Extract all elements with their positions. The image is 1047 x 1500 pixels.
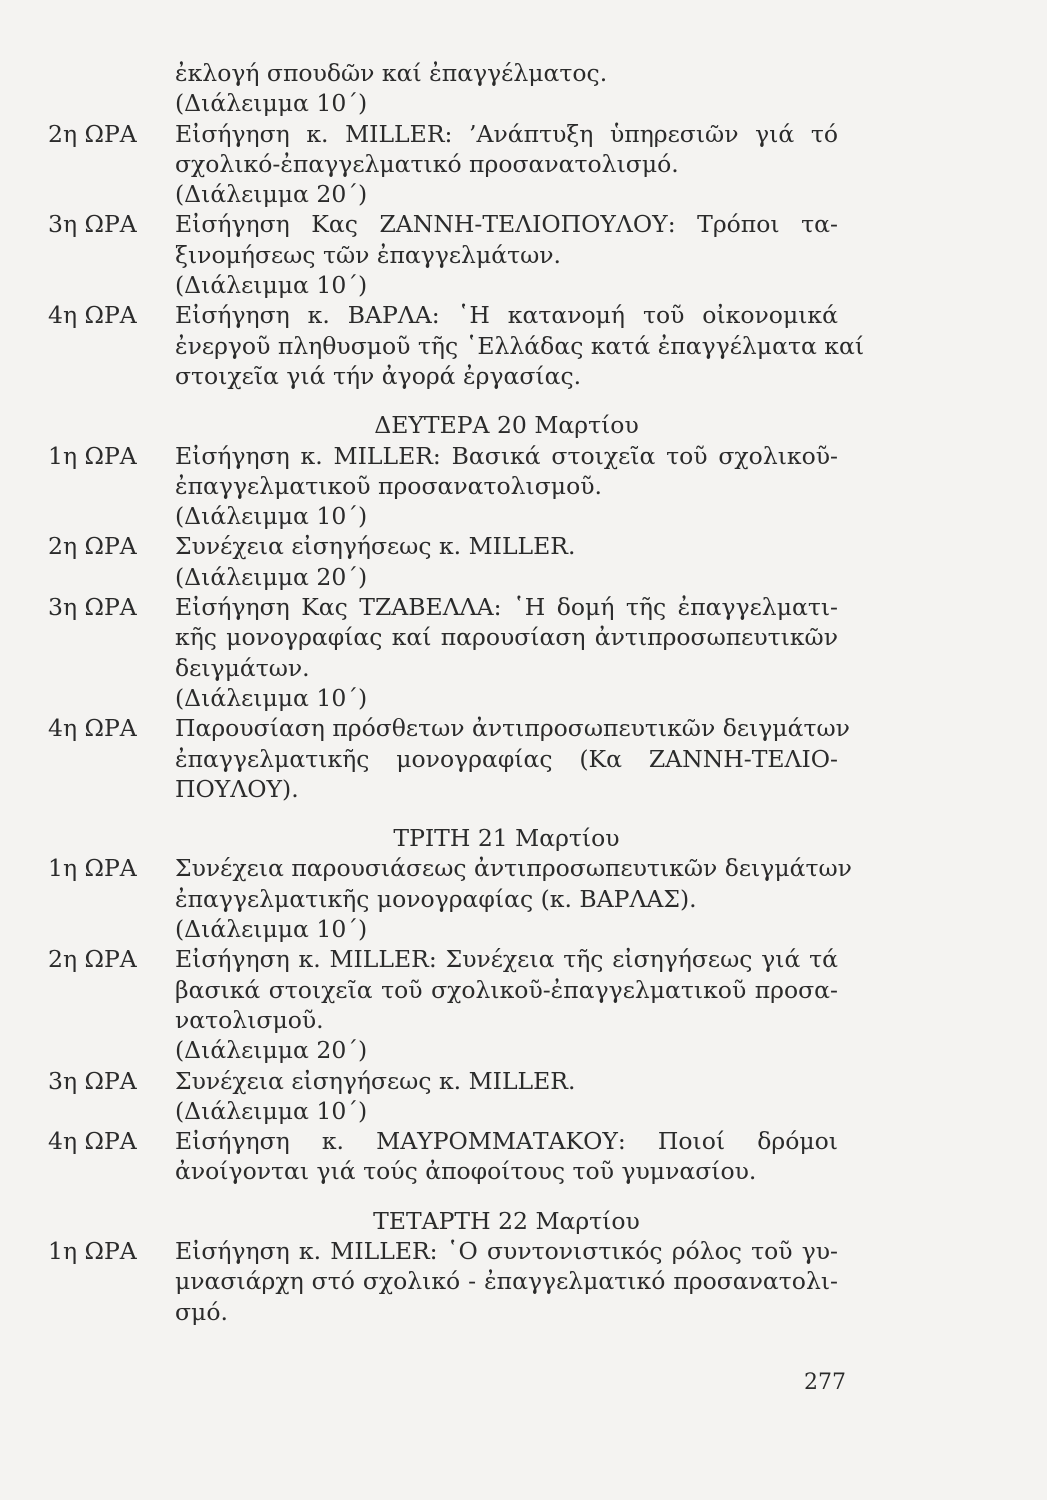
break-note: (Διάλειμμα 10΄): [175, 502, 368, 531]
break-note: (Διάλειμμα 20΄): [175, 180, 368, 209]
session-row: [48, 300, 865, 391]
text-line: ἐνεργοῦ πληθυσμοῦ τῆς ῾Ελλάδας κατά ἐπαγγέλματα καί: [175, 331, 865, 360]
text-line: Εἰσήγηση Κας ΤΖΑΒΕΛΛΑ: ῾Η δομή τῆς ἐπαγγελματι-: [175, 593, 838, 622]
session-description: [175, 944, 838, 1035]
session-hour: 4η ΩΡΑ: [48, 301, 137, 330]
session-description: [175, 58, 838, 88]
session-hour: 3η ΩΡΑ: [48, 593, 137, 622]
text-line: Εἰσήγηση κ. ΜΑΥΡΟΜΜΑΤΑΚΟΥ: Ποιοί δρόμοι: [175, 1127, 838, 1156]
session-hour: 3η ΩΡΑ: [48, 1066, 137, 1095]
section-gap: [48, 804, 848, 817]
session-hour: 1η ΩΡΑ: [48, 441, 137, 470]
section-gap: [48, 391, 848, 404]
text-line: νατολισμοῦ.: [175, 1005, 324, 1034]
section-gap: [48, 1187, 848, 1200]
text-line: βασικά στοιχεῖα τοῦ σχολικοῦ-ἐπαγγελματικοῦ προσα-: [175, 975, 838, 1004]
session-hour: 2η ΩΡΑ: [48, 945, 137, 974]
session-row: [48, 119, 848, 180]
session-description: [175, 853, 852, 914]
session-hour: 4η ΩΡΑ: [48, 1127, 137, 1156]
session-row: [48, 1066, 848, 1096]
session-description: [175, 441, 838, 502]
session-description: [175, 592, 838, 683]
session-description: [175, 209, 838, 270]
text-line: ἐκλογή σπουδῶν καί ἐπαγγέλματος.: [175, 59, 608, 87]
text-line: ἐπαγγελματικοῦ προσανατολισμοῦ.: [175, 471, 602, 500]
session-description: [175, 119, 838, 180]
break-note: (Διάλειμμα 10΄): [175, 915, 368, 944]
session-row: [48, 713, 848, 804]
text-line: ξινομήσεως τῶν ἐπαγγελμάτων.: [175, 240, 562, 269]
session-description: [175, 1236, 838, 1327]
text-line: Εἰσήγηση κ. ΒΑΡΛΑ: ῾Η κατανομή τοῦ οἰκονομικά: [175, 301, 838, 330]
day-heading: ΤΡΙΤΗ 21 Μαρτίου: [393, 824, 620, 853]
session-row: [48, 1126, 848, 1187]
session-row: [48, 441, 848, 502]
day-heading: ΔΕΥΤΕΡΑ 20 Μαρτίου: [374, 411, 639, 440]
session-row: [48, 531, 848, 561]
text-line: Εἰσήγηση Κας ΖΑΝΝΗ-ΤΕΛΙΟΠΟΥΛΟΥ: Τρόποι τα-: [175, 210, 838, 239]
text-line: Εἰσήγηση κ. MILLER: ’Ανάπτυξη ὑπηρεσιῶν γιά τό: [175, 119, 838, 148]
text-line: μνασιάρχη στό σχολικό - ἐπαγγελματικό προσανατολι-: [175, 1267, 838, 1296]
text-line: Εἰσήγηση κ. MILLER: Συνέχεια τῆς εἰσηγήσεως γιά τά: [175, 945, 838, 974]
session-hour: 4η ΩΡΑ: [48, 714, 137, 743]
text-line: ἐπαγγελματικῆς μονογραφίας (Κα ΖΑΝΝΗ-ΤΕΛΙΟ-: [175, 744, 838, 773]
break-note: (Διάλειμμα 20΄): [175, 562, 368, 591]
text-line: σμό.: [175, 1297, 228, 1326]
session-hour: [48, 58, 175, 88]
document-page: [48, 58, 865, 1327]
text-line: ἀνοίγονται γιά τούς ἀποφοίτους τοῦ γυμνασίου.: [175, 1157, 757, 1186]
continued-text: [48, 58, 848, 88]
session-description: [175, 531, 838, 561]
break-note: (Διάλειμμα 10΄): [175, 1096, 368, 1125]
text-line: ἐπαγγελματικῆς μονογραφίας (κ. ΒΑΡΛΑΣ).: [175, 884, 697, 913]
text-line: Εἰσήγηση κ. MILLER: ῾Ο συντονιστικός ρόλος τοῦ γυ-: [175, 1236, 838, 1265]
session-description: [175, 713, 850, 804]
break-note: (Διάλειμμα 10΄): [175, 89, 368, 118]
text-line: Συνέχεια παρουσιάσεως ἀντιπροσωπευτικῶν δειγμάτων: [175, 854, 852, 883]
page-number: 277: [804, 1370, 846, 1395]
text-line: στοιχεῖα γιά τήν ἀγορά ἐργασίας.: [175, 361, 582, 390]
text-line: Συνέχεια εἰσηγήσεως κ. MILLER.: [175, 1066, 576, 1095]
break-note: (Διάλειμμα 10΄): [175, 271, 368, 300]
session-hour: 2η ΩΡΑ: [48, 119, 137, 148]
session-row: [48, 209, 848, 270]
text-line: Συνέχεια εἰσηγήσεως κ. MILLER.: [175, 532, 576, 561]
session-hour: 2η ΩΡΑ: [48, 532, 137, 561]
text-line: κῆς μονογραφίας καί παρουσίαση ἀντιπροσωπευτικῶν: [175, 623, 838, 652]
session-row: [48, 853, 852, 914]
session-description: [175, 1066, 838, 1096]
text-line: Εἰσήγηση κ. MILLER: Βασικά στοιχεῖα τοῦ σχολικοῦ-: [175, 441, 838, 470]
break-note: (Διάλειμμα 20΄): [175, 1036, 368, 1065]
text-line: δειγμάτων.: [175, 653, 310, 682]
session-description: [175, 1126, 838, 1187]
text-line: ΠΟΥΛΟΥ).: [175, 774, 299, 803]
session-row: [48, 592, 848, 683]
session-hour: 1η ΩΡΑ: [48, 1236, 137, 1265]
text-line: Παρουσίαση πρόσθετων ἀντιπροσωπευτικῶν δειγμάτων: [175, 714, 850, 743]
session-hour: 1η ΩΡΑ: [48, 854, 137, 883]
session-row: [48, 1236, 848, 1327]
session-hour: 3η ΩΡΑ: [48, 210, 137, 239]
day-heading: ΤΕΤΑΡΤΗ 22 Μαρτίου: [373, 1206, 640, 1235]
session-description: [175, 300, 865, 391]
break-note: (Διάλειμμα 10΄): [175, 683, 368, 712]
session-row: [48, 944, 848, 1035]
text-line: σχολικό-ἐπαγγελματικό προσανατολισμό.: [175, 149, 679, 178]
